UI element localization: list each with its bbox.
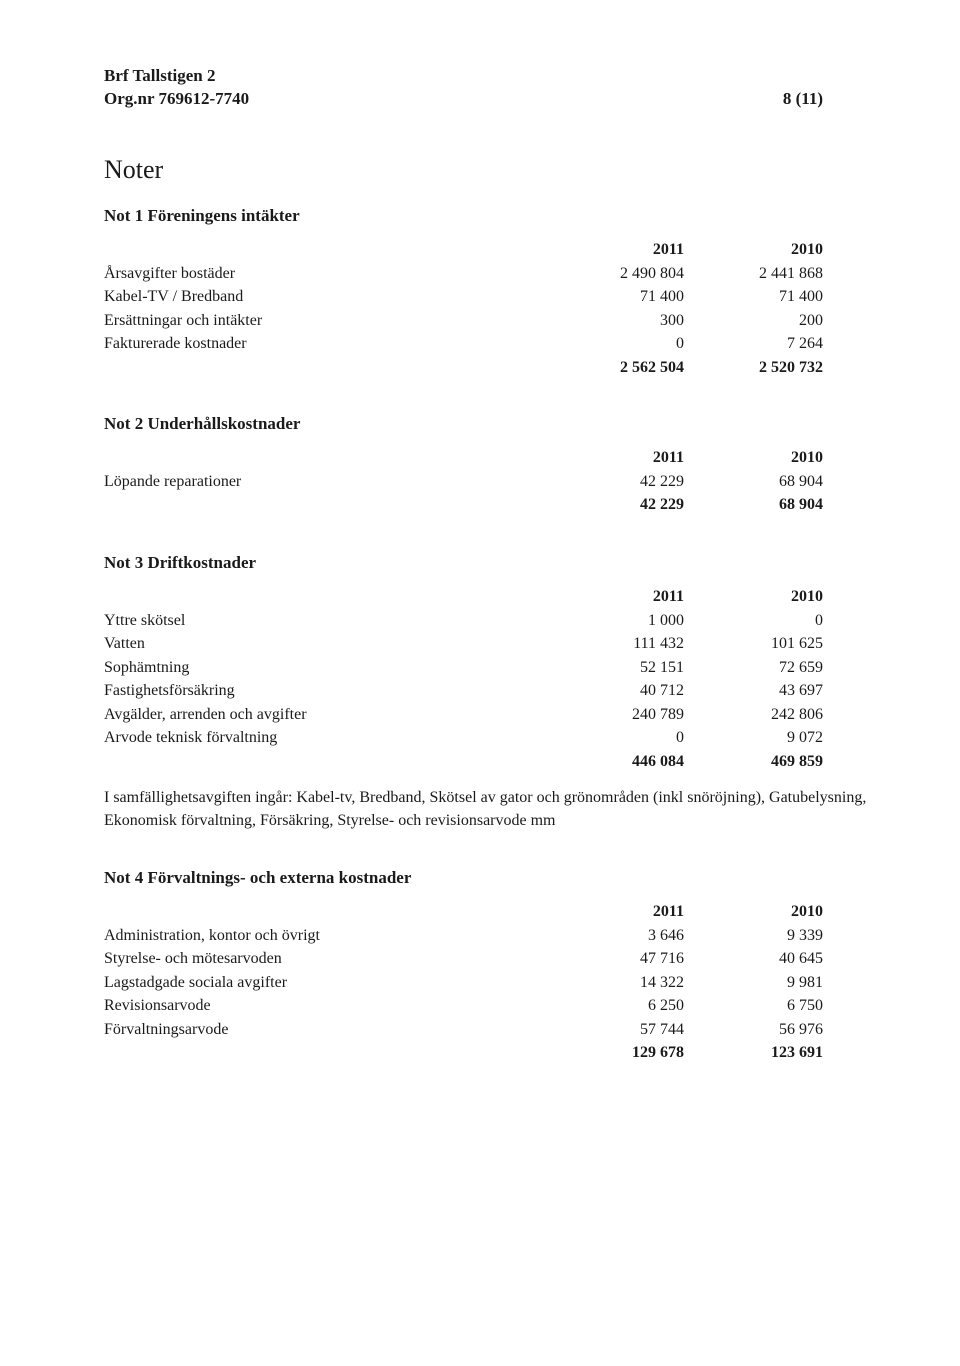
table-row	[104, 609, 824, 633]
row-label: Kabel-TV / Bredband	[104, 288, 244, 305]
table-row	[104, 285, 824, 309]
row-label: Administration, kontor och övrigt	[104, 926, 320, 944]
total-2010: 2 520 732	[759, 358, 823, 376]
row-label: Ersättningar och intäkter	[104, 311, 263, 329]
total-row	[104, 750, 824, 774]
total-2011: 129 678	[632, 1044, 684, 1061]
value-2011: 1 000	[648, 611, 684, 629]
org-header	[104, 64, 249, 110]
note-3-comment: I samfällighetsavgiften ingår: Kabel-tv, Bredband, Skötsel av gator och grönområden (inkl snöröjning), Gatubelysning, Ekonomisk förvaltning, Försäkring, Styrelse- och revisionsarvode mm	[104, 789, 867, 829]
value-2011: 40 712	[640, 682, 684, 699]
note-title: Not 2 Underhållskostnader	[104, 414, 301, 433]
year-2010: 2010	[791, 588, 823, 605]
table-row	[104, 262, 824, 286]
value-2011: 52 151	[640, 658, 684, 676]
table-row	[104, 947, 824, 971]
value-2010: 242 806	[771, 705, 823, 723]
total-2011: 2 562 504	[620, 358, 684, 376]
note-3	[104, 551, 824, 773]
value-2010: 200	[799, 311, 823, 329]
table-row	[104, 470, 824, 494]
year-2010: 2010	[791, 241, 823, 258]
note-1	[104, 204, 824, 379]
row-label: Fastighetsförsäkring	[104, 682, 235, 699]
table-row	[104, 703, 824, 727]
value-2011: 2 490 804	[620, 264, 684, 282]
value-2011: 0	[676, 335, 684, 352]
value-2010: 72 659	[779, 658, 823, 676]
total-row	[104, 356, 824, 380]
row-label: Avgälder, arrenden och avgifter	[104, 705, 307, 723]
year-header-row	[104, 900, 824, 924]
value-2010: 40 645	[779, 950, 823, 967]
value-2010: 7 264	[787, 335, 823, 352]
table-row	[104, 1018, 824, 1042]
year-2011: 2011	[652, 449, 684, 466]
table-row	[104, 309, 824, 333]
value-2011: 71 400	[640, 288, 684, 305]
value-2010: 9 339	[787, 926, 823, 944]
value-2011: 6 250	[648, 997, 684, 1014]
value-2010: 2 441 868	[759, 264, 823, 282]
table-row	[104, 632, 824, 656]
note-title: Not 1 Föreningens intäkter	[104, 206, 300, 225]
year-header-row	[104, 446, 824, 470]
page-title: Noter	[104, 155, 164, 184]
note-title: Not 4 Förvaltnings- och externa kostnader	[104, 868, 412, 887]
row-label: Löpande reparationer	[104, 472, 242, 490]
value-2010: 56 976	[779, 1020, 823, 1038]
table-row	[104, 994, 824, 1018]
table-row	[104, 726, 824, 750]
row-label: Lagstadgade sociala avgifter	[104, 973, 288, 991]
row-label: Sophämtning	[104, 658, 190, 676]
total-row	[104, 493, 824, 517]
total-row	[104, 1041, 824, 1065]
total-2010: 123 691	[771, 1044, 823, 1061]
table-row	[104, 656, 824, 680]
table-row	[104, 971, 824, 995]
value-2010: 101 625	[771, 635, 823, 652]
row-label: Revisionsarvode	[104, 997, 211, 1014]
table-row	[104, 924, 824, 948]
value-2010: 6 750	[787, 997, 823, 1014]
value-2011: 14 322	[640, 973, 684, 991]
year-2011: 2011	[652, 903, 684, 920]
value-2011: 42 229	[640, 472, 684, 490]
row-label: Arvode teknisk förvaltning	[104, 729, 278, 746]
value-2011: 240 789	[632, 705, 684, 723]
note-title: Not 3 Driftkostnader	[104, 553, 257, 572]
table-row	[104, 679, 824, 703]
year-2011: 2011	[652, 241, 684, 258]
year-2011: 2011	[652, 588, 684, 605]
row-label: Styrelse- och mötesarvoden	[104, 950, 282, 967]
year-2010: 2010	[791, 903, 823, 920]
total-2011: 446 084	[632, 752, 684, 770]
total-2011: 42 229	[640, 496, 684, 513]
year-header-row	[104, 238, 824, 262]
total-2010: 68 904	[779, 496, 823, 513]
value-2011: 300	[660, 311, 684, 329]
value-2010: 9 981	[787, 973, 823, 991]
value-2011: 3 646	[648, 926, 684, 944]
row-label: Årsavgifter bostäder	[104, 264, 236, 282]
value-2010: 68 904	[779, 472, 823, 490]
value-2010: 0	[815, 611, 823, 629]
value-2011: 47 716	[640, 950, 684, 967]
row-label: Vatten	[104, 635, 145, 652]
value-2010: 71 400	[779, 288, 823, 305]
year-2010: 2010	[791, 449, 823, 466]
page-number: 8 (11)	[782, 89, 823, 108]
value-2011: 57 744	[640, 1020, 684, 1038]
note-2	[104, 412, 824, 517]
org-name: Brf Tallstigen 2	[104, 66, 216, 85]
row-label: Förvaltningsarvode	[104, 1020, 229, 1038]
row-label: Fakturerade kostnader	[104, 335, 247, 352]
table-row	[104, 332, 824, 356]
note-4	[104, 866, 824, 1065]
value-2011: 0	[676, 729, 684, 746]
total-2010: 469 859	[771, 752, 823, 770]
value-2010: 43 697	[779, 682, 823, 699]
value-2010: 9 072	[787, 729, 823, 746]
value-2011: 111 432	[633, 635, 684, 652]
year-header-row	[104, 585, 824, 609]
row-label: Yttre skötsel	[104, 611, 186, 629]
org-number: Org.nr 769612-7740	[104, 89, 250, 108]
